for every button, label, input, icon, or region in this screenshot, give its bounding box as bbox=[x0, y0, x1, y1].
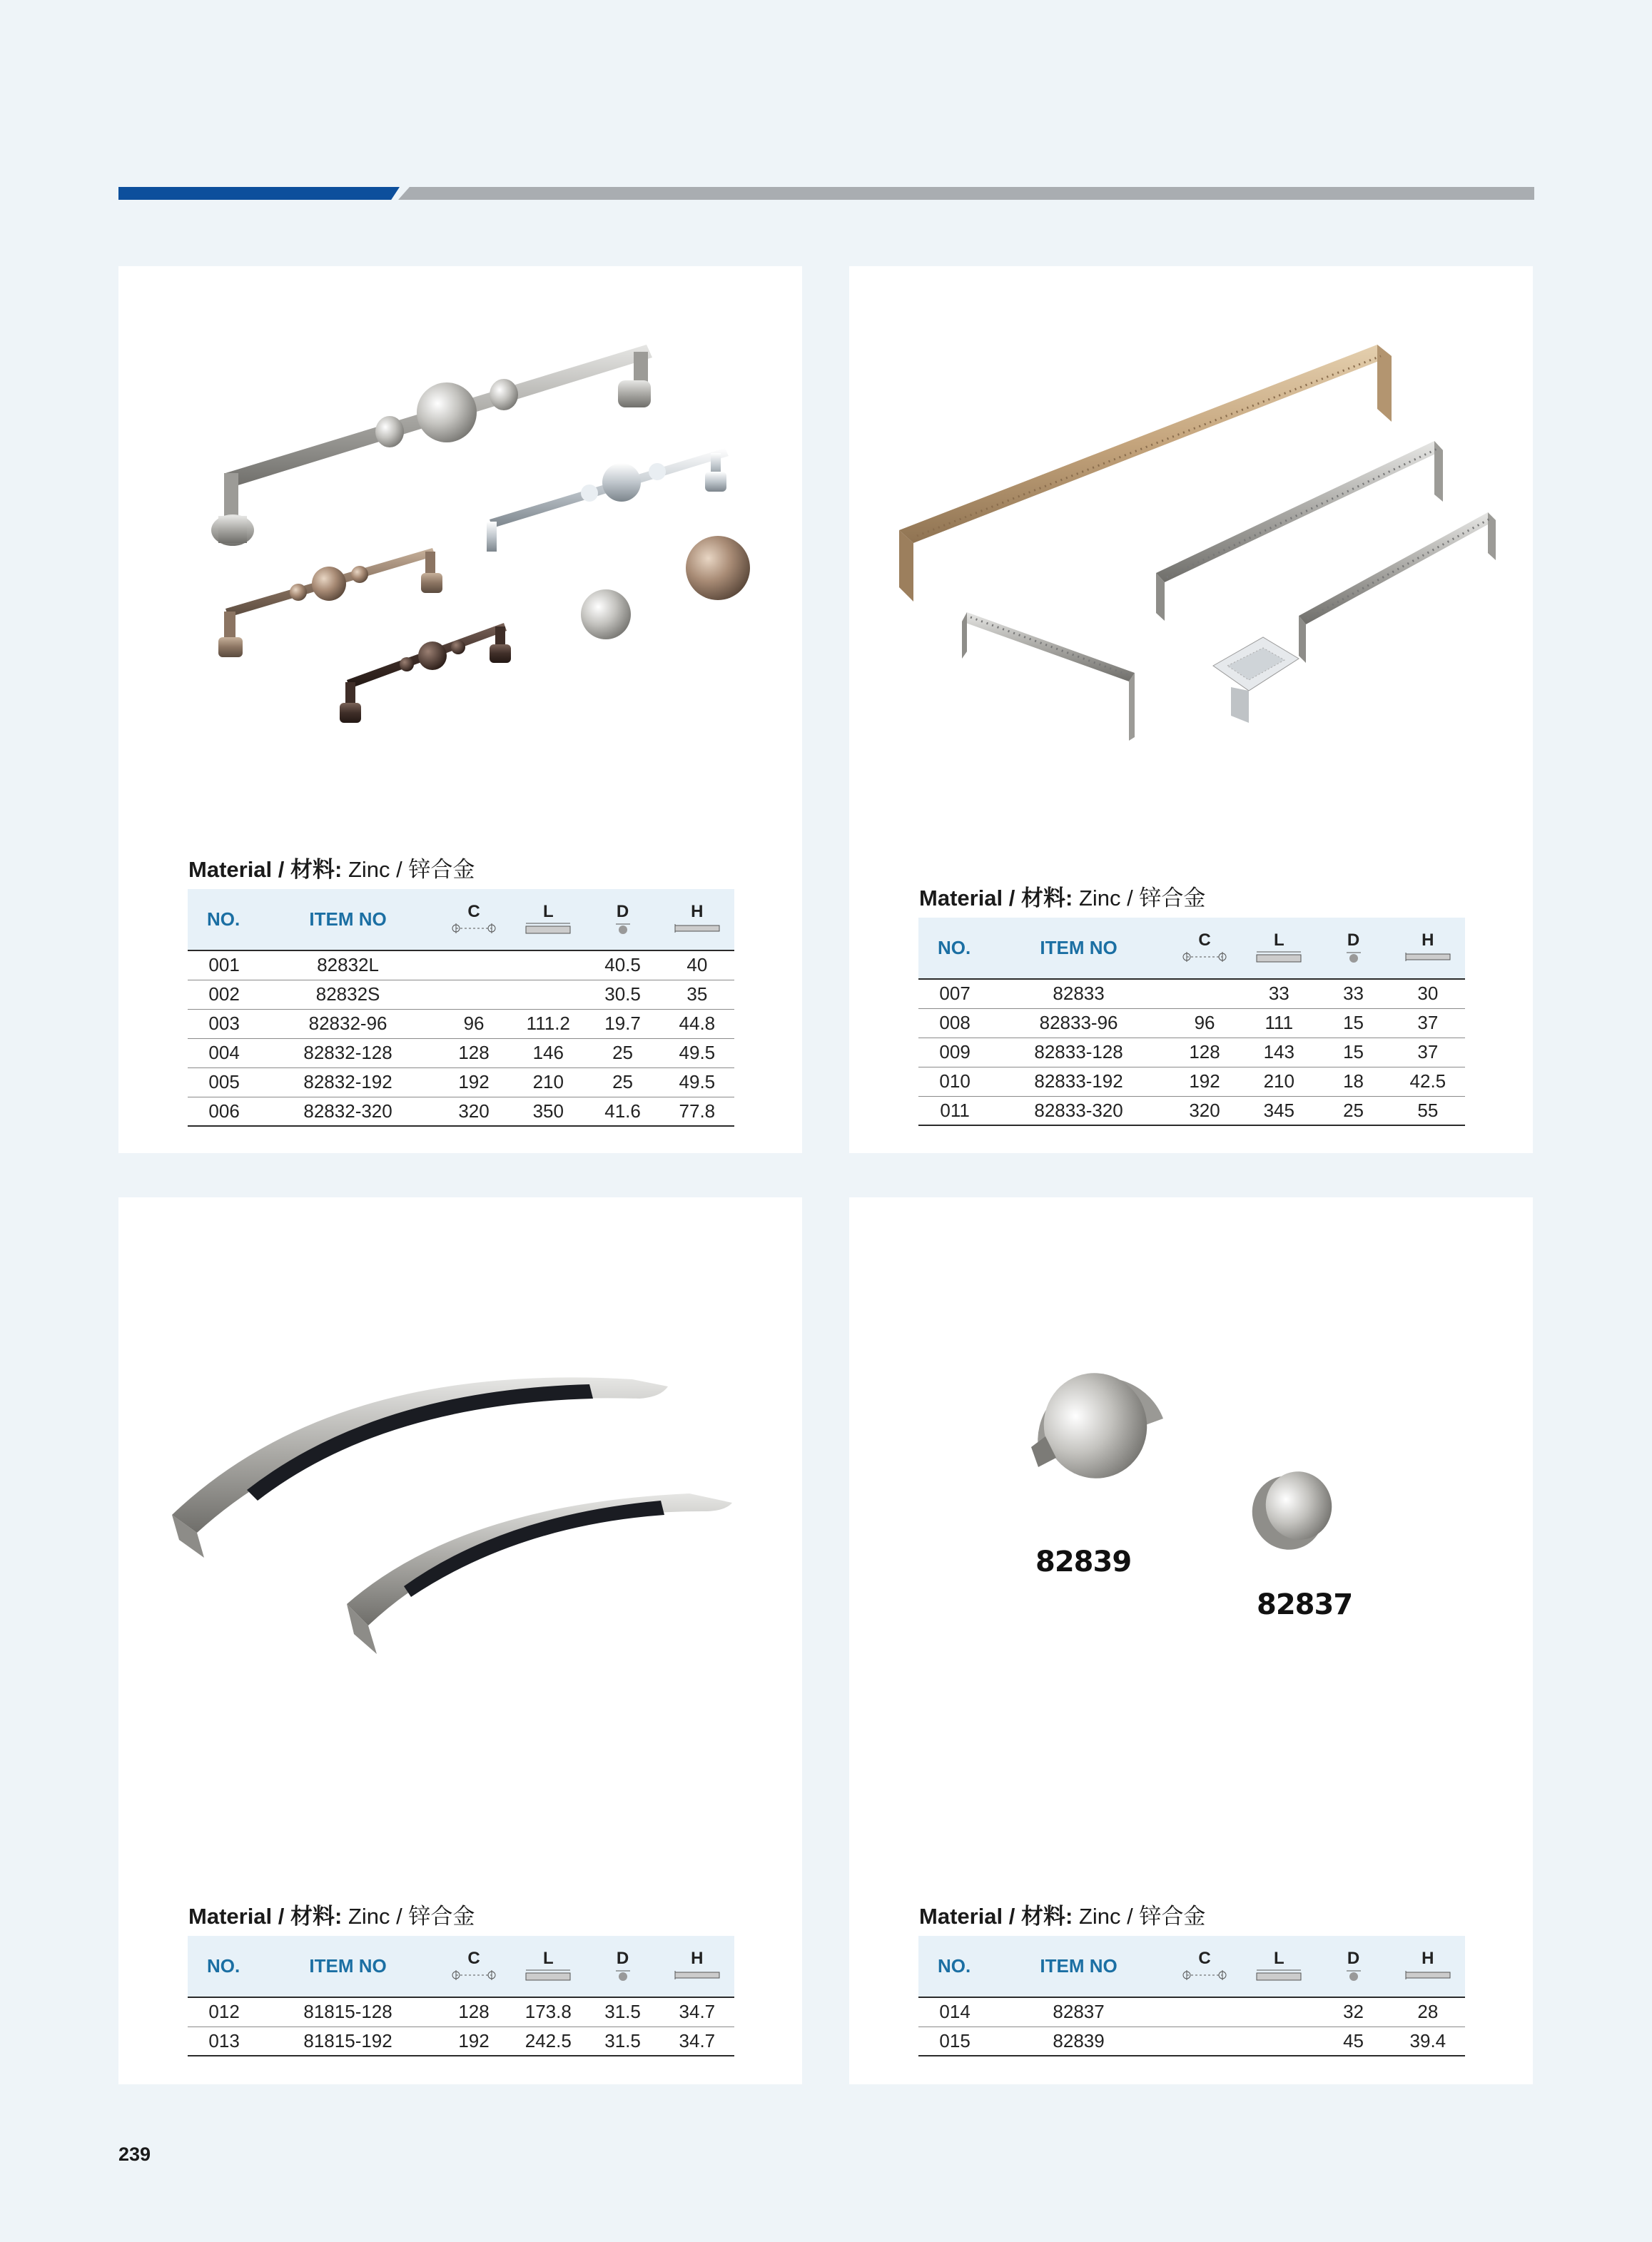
l-dimension-icon bbox=[511, 1969, 585, 1984]
table-row: 008 82833-96 96 111 15 37 bbox=[918, 1008, 1465, 1038]
table-row: 011 82833-320 320 345 25 55 bbox=[918, 1096, 1465, 1125]
table-row: 010 82833-192 192 210 18 42.5 bbox=[918, 1067, 1465, 1096]
col-d: D bbox=[1316, 1936, 1390, 1997]
photo-label-82839: 82839 bbox=[1035, 1546, 1132, 1578]
table-row: 001 82832L 40.5 40 bbox=[188, 950, 734, 980]
h-dimension-icon bbox=[1391, 1969, 1465, 1984]
pull-arched-large bbox=[172, 1377, 668, 1558]
spec-table-header bbox=[188, 1936, 734, 1997]
pull-nickel-dotted-2 bbox=[1299, 512, 1496, 663]
l-dimension-icon bbox=[1242, 1969, 1316, 1984]
page-number: 239 bbox=[118, 2144, 151, 2165]
l-dimension-icon bbox=[511, 922, 585, 938]
d-dimension-icon bbox=[585, 1969, 659, 1984]
pull-champagne-large bbox=[899, 345, 1392, 602]
product-photo-82833 bbox=[849, 266, 1533, 823]
knob-bronze bbox=[686, 536, 750, 600]
table-row: 004 82832-128 128 146 25 49.5 bbox=[188, 1038, 734, 1067]
product-photo-82832 bbox=[118, 266, 802, 823]
col-d: D bbox=[585, 889, 659, 950]
pull-dark-bronze bbox=[340, 623, 511, 723]
spec-table bbox=[918, 1936, 1465, 2056]
table-row: 005 82832-192 192 210 25 49.5 bbox=[188, 1067, 734, 1097]
c-dimension-icon bbox=[437, 922, 511, 938]
col-item-no: ITEM NO bbox=[990, 1936, 1167, 1997]
table-row: 002 82832S 30.5 35 bbox=[188, 980, 734, 1009]
table-row: 007 82833 33 33 30 bbox=[918, 979, 1465, 1008]
col-item-no: ITEM NO bbox=[259, 1936, 437, 1997]
product-panel-82837-82839 bbox=[849, 1197, 1533, 2084]
table-row: 012 81815-128 128 173.8 31.5 34.7 bbox=[188, 1997, 734, 2027]
table-row: 003 82832-96 96 111.2 19.7 44.8 bbox=[188, 1009, 734, 1038]
knob-nickel bbox=[581, 589, 631, 639]
material-line: Material / 材料: Zinc / 锌合金 bbox=[919, 1904, 1206, 1929]
l-dimension-icon bbox=[1242, 950, 1316, 966]
product-panel-81815 bbox=[118, 1197, 802, 2084]
col-d: D bbox=[1316, 918, 1390, 979]
col-d: D bbox=[585, 1936, 659, 1997]
c-dimension-icon bbox=[1167, 1969, 1242, 1984]
knob-square-crystal bbox=[1213, 637, 1299, 723]
col-h: H bbox=[1391, 1936, 1465, 1997]
col-no: NO. bbox=[918, 918, 990, 979]
table-row: 006 82832-320 320 350 41.6 77.8 bbox=[188, 1097, 734, 1126]
knob-half-round-small bbox=[1242, 1462, 1341, 1560]
spec-table-header bbox=[188, 889, 734, 950]
col-l: L bbox=[1242, 918, 1316, 979]
d-dimension-icon bbox=[1316, 950, 1390, 966]
material-line: Material / 材料: Zinc / 锌合金 bbox=[919, 886, 1206, 911]
table-row: 014 82837 32 28 bbox=[918, 1997, 1465, 2027]
pull-nickel-large bbox=[211, 345, 652, 546]
spec-table bbox=[188, 889, 734, 1127]
col-no: NO. bbox=[918, 1936, 990, 1997]
table-row: 013 81815-192 192 242.5 31.5 34.7 bbox=[188, 2027, 734, 2056]
product-photo-knobs bbox=[849, 1197, 1533, 1754]
header-rule-gray bbox=[398, 187, 1534, 200]
spec-table-header bbox=[918, 1936, 1465, 1997]
product-panel-82833 bbox=[849, 266, 1533, 1153]
col-h: H bbox=[660, 889, 734, 950]
spec-table-header bbox=[918, 918, 1465, 979]
knob-half-round-large bbox=[1029, 1359, 1163, 1493]
col-no: NO. bbox=[188, 1936, 259, 1997]
h-dimension-icon bbox=[660, 922, 734, 938]
header-rule-accent bbox=[118, 187, 400, 200]
product-panel-82832 bbox=[118, 266, 802, 1153]
col-c: C bbox=[437, 1936, 511, 1997]
col-h: H bbox=[660, 1936, 734, 1997]
col-c: C bbox=[1167, 1936, 1242, 1997]
col-c: C bbox=[1167, 918, 1242, 979]
pull-chrome bbox=[487, 448, 729, 552]
col-l: L bbox=[1242, 1936, 1316, 1997]
col-no: NO. bbox=[188, 889, 259, 950]
col-item-no: ITEM NO bbox=[259, 889, 437, 950]
col-h: H bbox=[1391, 918, 1465, 979]
table-row: 015 82839 45 39.4 bbox=[918, 2027, 1465, 2056]
header-rule bbox=[118, 187, 1534, 200]
pull-arched-small bbox=[347, 1493, 732, 1654]
h-dimension-icon bbox=[660, 1969, 734, 1984]
col-l: L bbox=[511, 889, 585, 950]
material-line: Material / 材料: Zinc / 锌合金 bbox=[188, 857, 475, 882]
photo-label-82837: 82837 bbox=[1257, 1588, 1353, 1621]
col-c: C bbox=[437, 889, 511, 950]
d-dimension-icon bbox=[1316, 1969, 1390, 1984]
col-item-no: ITEM NO bbox=[990, 918, 1167, 979]
c-dimension-icon bbox=[1167, 950, 1242, 966]
material-line: Material / 材料: Zinc / 锌合金 bbox=[188, 1904, 475, 1929]
table-row: 009 82833-128 128 143 15 37 bbox=[918, 1038, 1465, 1067]
pull-bronze bbox=[218, 548, 442, 657]
col-l: L bbox=[511, 1936, 585, 1997]
d-dimension-icon bbox=[585, 922, 659, 938]
h-dimension-icon bbox=[1391, 950, 1465, 966]
pull-nickel-dotted-short bbox=[962, 612, 1135, 741]
c-dimension-icon bbox=[437, 1969, 511, 1984]
spec-table bbox=[918, 918, 1465, 1126]
pull-nickel-dotted-1 bbox=[1156, 441, 1443, 621]
product-photo-81815 bbox=[118, 1197, 802, 1754]
spec-table bbox=[188, 1936, 734, 2056]
